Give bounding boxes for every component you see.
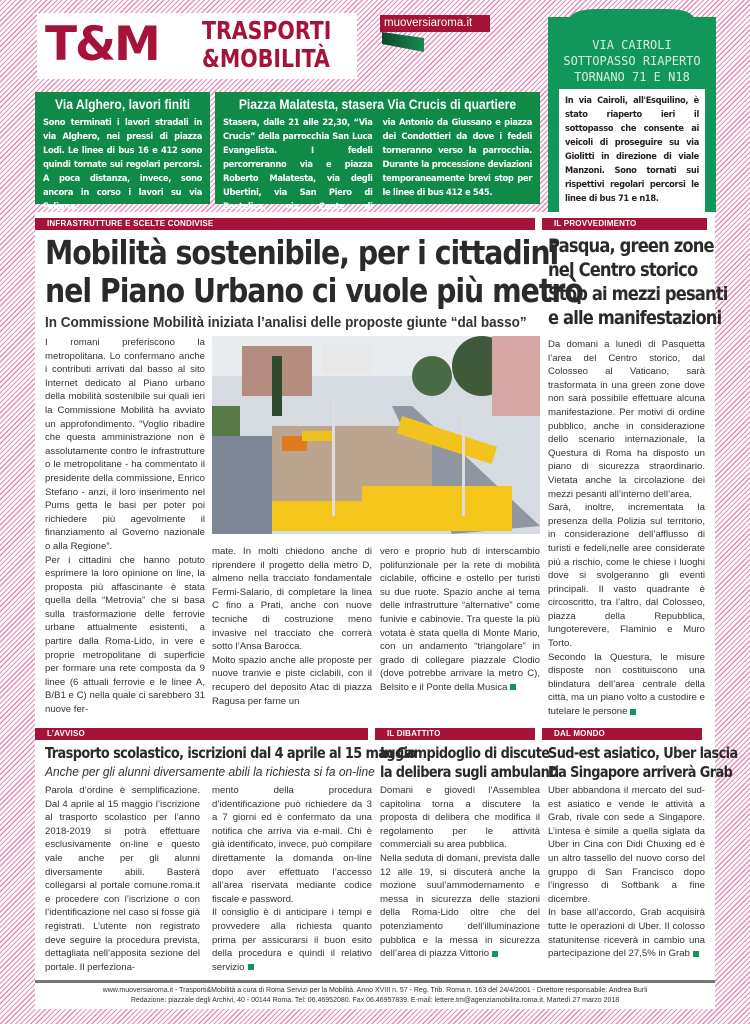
news-box-malatesta	[215, 92, 540, 211]
sign-box	[548, 17, 716, 212]
side-body: Da domani a lunedì di Pasquetta l’area del Centro storico, dal Colosseo al Vaticano, sarà trasformata in una green zone dove non sarà possibile effettuare alcuna manifestazione. Per motivi di ordine pubblico, anche in considerazione dello scenario internazionale, la Questura di Roma ha disposto un piano di sicurezza straordinario. Vietata anche la circolazione dei mezzi pesanti all’interno dell’area. Sarà, inoltre, incrementata la presenza della Polizia sul territorio, in considerazione dell’afflusso di turisti e fedeli,nelle aree considerate più a rischio, come le chiese i luoghi dove si svolgeranno gli eventi principali. Il vasto quadrante è circoscritto, tra l’altro, dal Colosseo, piazza della Repubblica, lungoterevere, Flaminio e Muro Torto. Secondo la Questura, le misure disposte non costituiscono una blindatura dell’area centrale della città, ma un piano volto a custodire e tutelare le persone	[548, 339, 705, 718]
footer-imprint	[35, 983, 715, 1009]
dibattito-body: Domani e giovedì l’Assemblea capitolina torna a discutere la proposta di delibera che modifica il regolamento per le attività commerciali su area pubblica. Nella seduta di domani, prevista dalle 12 alle 19, si discuterà anche la mozione suul’ammodernamento e messa in sicurezza delle stazioni della Roma-Lido oltre che del potenziamento dell’illuminazione pubblica e la messa in sicurezza dell’area di piazza Vittorio	[380, 785, 540, 960]
avviso-col2: mento della procedura d’identificazione può richiedere da 3 a 7 giorni ed è confermato da una notifica che arriva via e-mail. Chi è già identificato, invece, può compilare direttamente la domanda on-line dopo aver effettuato l’accesso all’area riservata mediante codice fiscale e password. Il consiglio è di anticipare i tempi e provvedere alla richiesta quanto prima per assicurarsi il buon esito della procedura e quindi il relativo servizio	[212, 785, 372, 973]
end-mark-icon	[248, 964, 254, 970]
news-body: Sono terminati i lavori stradali in via Alghero, nei pressi di piazza Lodi. Le linee di bus 16 e 412 sono quindi tornate sui regolari percorsi. A poca distanza, invece, sono ancora in corso i lavori su via Foligno.	[43, 117, 202, 211]
sign-title: VIA CAIROLI SOTTOPASSO RIAPERTO TORNANO 71 E N18	[563, 38, 701, 84]
main-kicker: INFRASTRUTTURE E SCELTE CONDIVISE	[35, 218, 535, 230]
main-col3: vero e proprio hub di interscambio polifunzionale per la rete di mobilità ciclabile, officine e ostello per turisti su due ruote. Spazio anche al tema delle infrastrutture “alternative” come funivie e cabinovie. Tra queste la più votata è stata quella di Monte Mario, con un andamento “triangolare” in grado di collegare piazzale Clodio (dove potrebbe arrivare la metro C), Belsito e il Ponte della Musica	[380, 546, 540, 693]
news-body-col1: Stasera, dalle 21 alle 22,30, “Via Crucis” della parrocchia San Luca Evangelista. I fedeli percorreranno via e piazza Roberto Malatesta, via degli Ubertini, via San Piero di Bastelica, via Conte di	[223, 117, 373, 211]
avviso-headline: Trasporto scolastico, iscrizioni dal 4 aprile al 15 maggio	[45, 744, 416, 762]
logo-line-1: TRASPORTI	[202, 16, 332, 45]
footer-line-1: www.muoversiaroma.it - Trasporti&Mobilità a cura di Roma Servizi per la Mobilità. Anno XVIII n. 57 - Reg. Trib. Roma n. 163 del 24/4/2001 - Direttore responsabile: Andrea Burli	[102, 987, 648, 994]
sign-cap-shape	[548, 9, 716, 21]
ribbon-decoration	[382, 32, 424, 52]
end-mark-icon	[510, 684, 516, 690]
news-box-alghero	[35, 92, 210, 211]
main-subhead: In Commissione Mobilità iniziata l’analisi delle proposte giunte “dal basso”	[45, 314, 527, 331]
news-title: Via Alghero, lavori finiti	[54, 97, 191, 112]
site-link[interactable]: muoversiaroma.it	[380, 15, 490, 32]
avviso-col1: Parola d’ordine è semplificazione. Dal 4 aprile al 15 maggio l’iscrizione al trasporto scolastico per l’anno 2018-2019 si potrà effettuare esclusivamente on-line e questo vale anche per gli alunni diversamente abili. Basterà collegarsi al portale comune.roma.it e procedere con l’iscrizione o con l’identificazione nel caso si fosse già registrati. L’utente non registrato deve seguire la procedura prevista, dettagliata nell’apposita sezione del portale. Il perfeziona-	[45, 785, 200, 973]
news-body-col2: via Antonio da Giussano e piazza dei Condottieri da dove i fedeli torneranno verso la parrocchia. Durante la processione deviazioni temporaneamente brevi stop per le linee di bus 412 e 545.	[382, 117, 532, 197]
mondo-body: Uber abbandona il mercato del sud-est asiatico e vende le attività a Grab, rivale con sede a Singapore. L’intesa è simile a quella siglata da Uber in Cina con Didi Chuxing ed è un altro tassello del nuovo corso del gruppo di San Francisco dopo l’ingresso di Softbank a fine dicembre. In base all’accordo, Grab acquisirà tutte le operazioni di Uber. Il colosso statunitense riceverà in cambio una partecipazione del 27,5% in Grab	[548, 785, 705, 960]
article-photo	[212, 336, 540, 534]
end-mark-icon	[492, 951, 498, 957]
masthead-logo	[37, 13, 357, 79]
logo-mark: T&M	[45, 17, 159, 72]
logo-line-2: &MOBILITÀ	[202, 44, 330, 73]
footer-line-2: Redazione: piazzale degli Archivi, 40 - 00144 Roma. Tel: 06.46952080. Fax 06.46957839. E-mail: lettere.tm@agenziamobilita.roma.it. Martedì 27 marzo 2018	[130, 997, 620, 1004]
mondo-kicker: DAL MONDO	[542, 728, 702, 740]
side-headline: Pasqua, green zone nel Centro storico Stop ai mezzi pesanti e alle manifestazioni	[548, 235, 728, 329]
side-kicker: IL PROVVEDIMENTO	[542, 218, 707, 230]
construction-site-photo	[212, 336, 540, 534]
sign-body: In via Cairoli, all'Esquilino, è stato riaperto ieri il sottopasso che consente ai veicoli di proseguire su via Giolitti in direzione di viale Manzoni. Sono tornati sui rispettivi regolari percorsi le linee di bus 71 e n18.	[559, 89, 705, 215]
end-mark-icon	[693, 951, 699, 957]
dibattito-kicker: IL DIBATTITO	[375, 728, 535, 740]
avviso-kicker: L’AVVISO	[35, 728, 368, 740]
news-title: Piazza Malatesta, stasera Via Crucis di quartiere	[238, 97, 517, 112]
main-headline-line2: nel Piano Urbano ci vuole più metrò	[45, 271, 583, 310]
main-col1: I romani preferiscono la metropolitana. Lo confermano anche i contributi arrivati dal basso al sito Internet dedicato al Piano urbano della mobilità sostenibile sui quali ieri la Commissione Mobilità ha avviato un approfondimento. “Voglio ribadire che questa amministrazione non è assolutamente contro le infrastrutture o le metropolitane - ha commentato il presidente della commissione, Enrico Stefano - anzi, il loro inserimento nel Pums getta le basi per poter poi richiedere più agevolmente il finanziamento al Governo nazionale o alla Regione”. Per i cittadini che hanno potuto esprimere la loro opinione on line, la proposta più affascinante è stata quella della “Metrovia” che si basa sulla trasformazione delle ferrovie urbane attualmente esistenti, a partire dalla Roma-Lido, in vere e proprie metropolitane di superficie per formare una rete composta da 9 linee (6 attuali ferrovie e le linee A, B/B1 e C) nella quale ci sarebbero 31 nuove fer-	[45, 337, 205, 716]
logo-wordmark	[202, 17, 331, 73]
mondo-headline: Sud-est asiatico, Uber lascia Da Singapore arriverà Grab	[548, 744, 738, 781]
end-mark-icon	[630, 709, 636, 715]
page-sheet	[35, 212, 738, 980]
avviso-subhead: Anche per gli alunni diversamente abili la richiesta si fa on-line	[45, 764, 375, 779]
main-col2: mate. In molti chiedono anche di riprendere il progetto della metro D, almeno nella tracciato fondamentale Fermi-Salario, di completare la linea C fino a Prati, anche con nuove tecniche di costruzione meno invasive nel tracciato che correrà sotto l’Ansa Barocca. Molto spazio anche alle proposte per nuove tranvie e piste ciclabili, con il recupero del deposito Atac di piazza Ragusa per farne un	[212, 546, 372, 707]
dibattito-headline: In Campidoglio di discute la delibera sugli ambulanti	[380, 744, 559, 781]
main-headline-line1: Mobilità sostenibile, per i cittadini	[45, 233, 559, 272]
